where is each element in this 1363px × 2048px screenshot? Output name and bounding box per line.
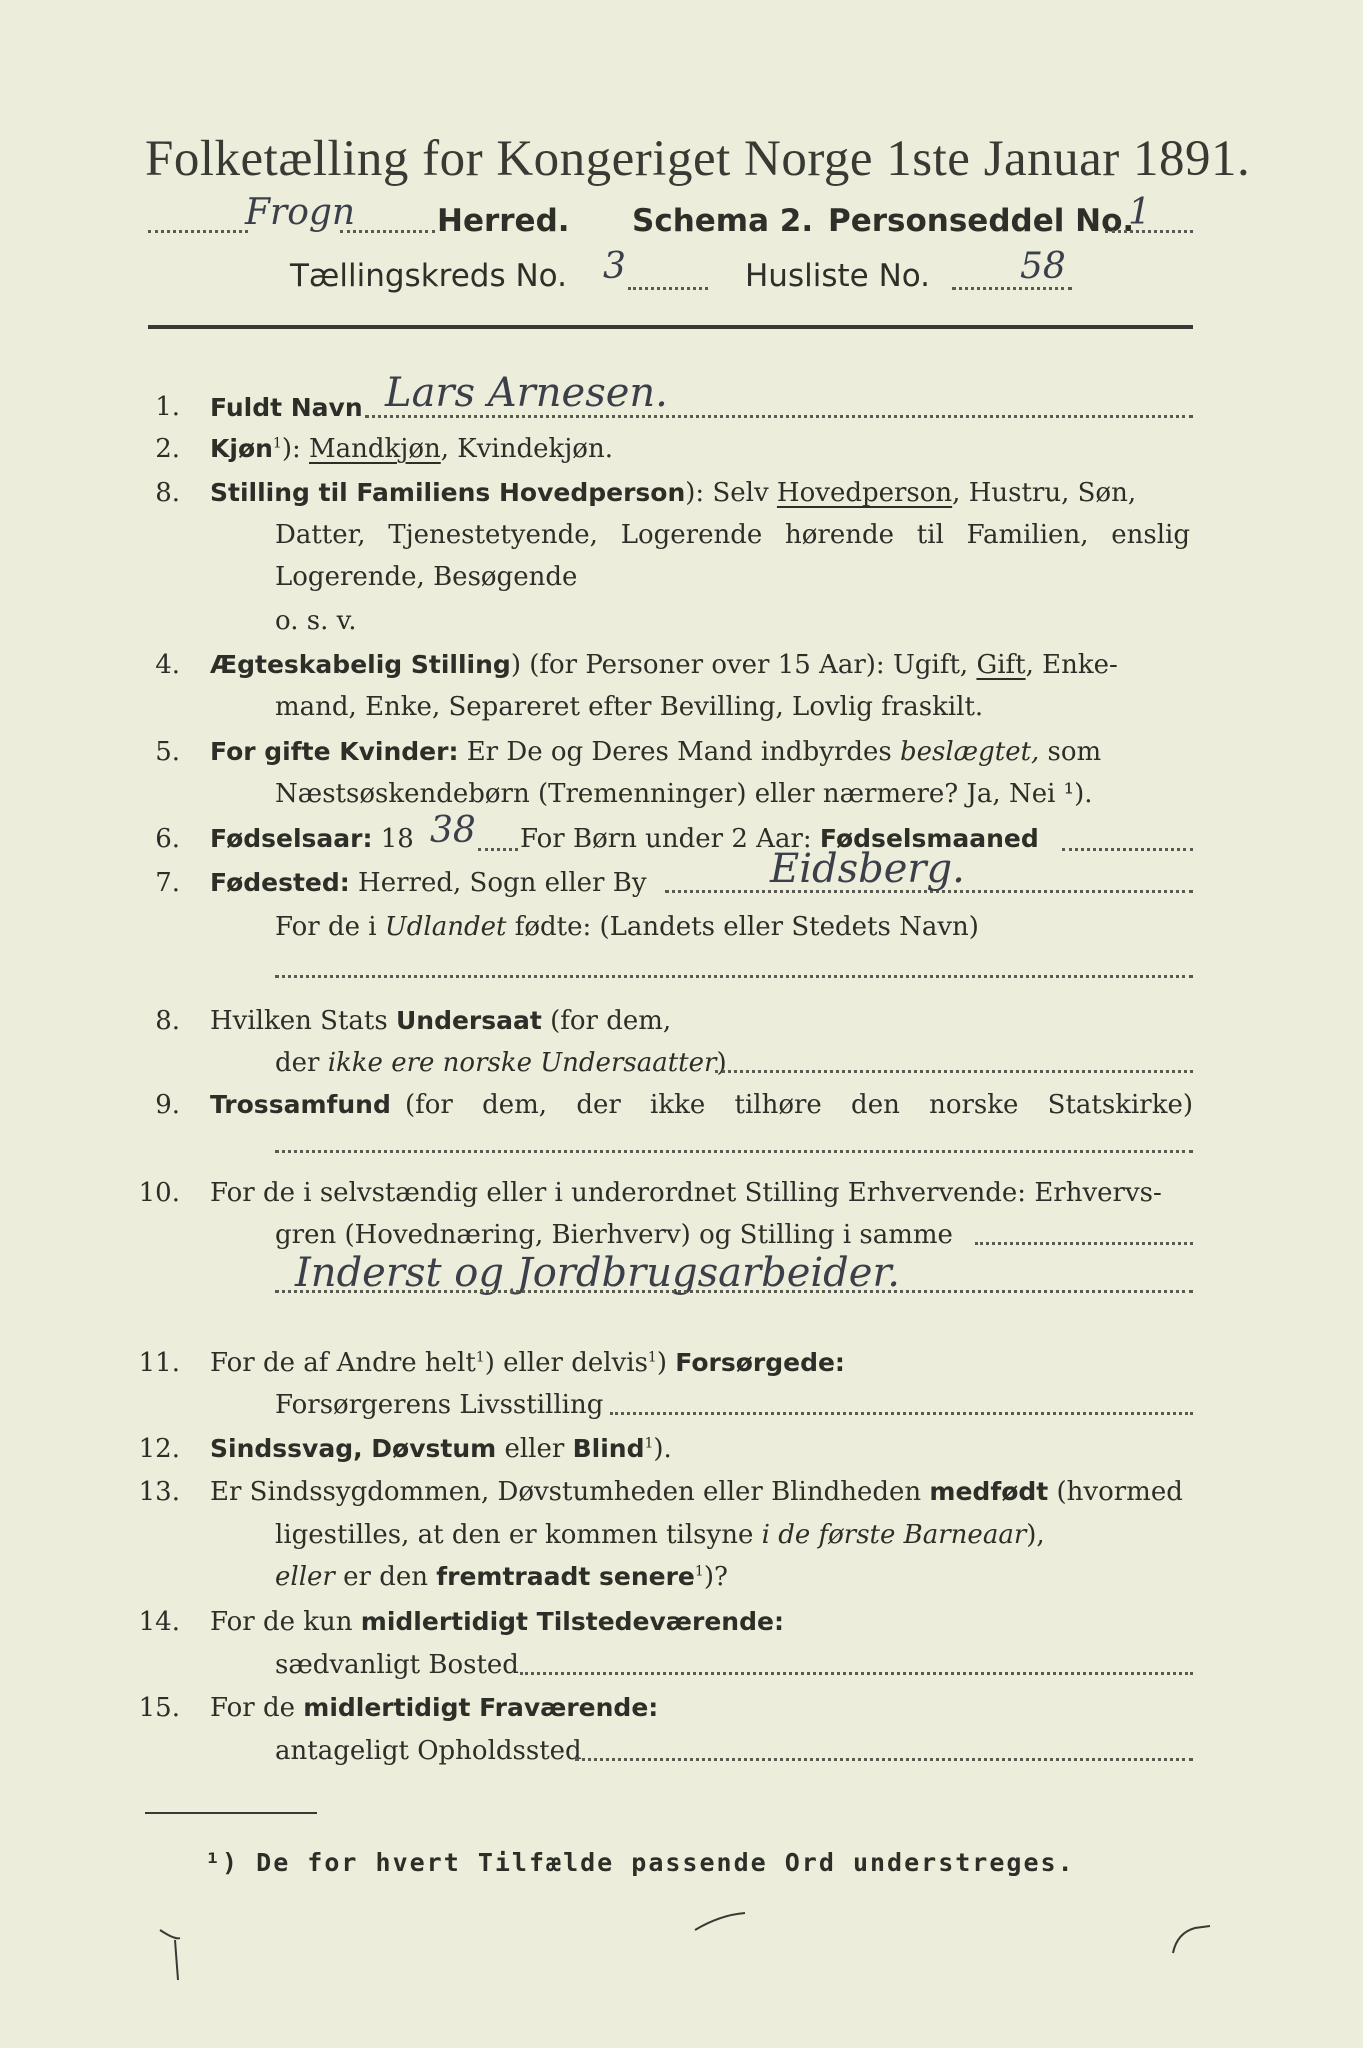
q10-line1: [210, 1178, 1162, 1208]
personseddel-value: 1: [1128, 192, 1151, 233]
q4-number: 4.: [155, 650, 180, 680]
q15-dotline: [575, 1758, 1193, 1761]
q3-label: Stilling til Familiens Hovedperson: [210, 478, 686, 507]
kreds-value: 3: [603, 246, 626, 287]
footnote: ¹) De for hvert Tilfælde passende Ord understreges.: [205, 1848, 1075, 1877]
q5-line1-b: som: [1039, 737, 1102, 767]
q1-number: 1.: [155, 392, 180, 422]
q5-line1: [210, 737, 1101, 767]
q9-label: Trossamfund: [210, 1090, 391, 1119]
q2-sup: 1: [272, 435, 282, 452]
q10-line2: gren (Hovednæring, Bierhverv) og Stilling i samme: [275, 1220, 953, 1250]
q13-line2-italic: i de første Barneaar: [761, 1520, 1027, 1550]
q12-line1: Sindssvag, Døvstum eller Blind$^1$).: [210, 1434, 672, 1464]
q9-dotline: [275, 1150, 1193, 1153]
q11-line1-d: Forsørgede:: [675, 1348, 845, 1377]
q4-line2: mand, Enke, Separeret efter Bevilling, Lovlig fraskilt.: [275, 692, 984, 722]
husliste-value: 58: [1020, 246, 1066, 287]
q7-line1: [210, 868, 647, 898]
q6-dotline: [478, 848, 518, 851]
q10-line1-b: selvstændig eller i underordnet Stilling Erhvervende:: [319, 1178, 1027, 1208]
q10-dotline-2: [275, 1290, 1193, 1293]
husliste-label: Husliste No.: [745, 258, 931, 294]
kreds-label: Tællingskreds No.: [290, 258, 567, 294]
q4-line1-a: ) (for Personer over 15 Aar): Ugift,: [510, 650, 977, 680]
q7-line2-a: For de i: [275, 912, 385, 942]
q5-line1-a: Er De og Deres Mand indbyrdes: [458, 737, 900, 767]
q5-line1-italic: beslægtet,: [899, 737, 1040, 767]
herred-dotline-2: [340, 230, 435, 233]
q8-line2-italic: ikke ere norske Undersaatter: [327, 1048, 717, 1078]
q5-line2: Næstsøskendebørn (Tremenninger) eller nærmere? Ja, Nei ¹).: [275, 779, 1093, 809]
q11-line1-b: ) eller delvis: [484, 1348, 648, 1378]
q2-option-mandkjon: Mandkjøn: [309, 434, 441, 464]
q13-line1: [210, 1477, 1183, 1507]
q6-rest-a: For Børn under 2 Aar:: [520, 824, 820, 854]
q11-line1-c: ): [656, 1348, 676, 1378]
personseddel-label: Personseddel No.: [828, 203, 1135, 239]
herred-label: Herred.: [437, 203, 570, 239]
q2-line: [210, 434, 613, 464]
q6-line: [210, 824, 414, 854]
q2-label: Kjøn: [210, 434, 273, 463]
form-title: Folketælling for Kongeriget Norge 1ste Januar 1891.: [145, 131, 1251, 187]
q7-label: Fødested:: [210, 868, 350, 897]
husliste-dotline: [952, 287, 1072, 290]
q11-line2: Forsørgerens Livsstilling: [275, 1390, 604, 1420]
kreds-dotline: [628, 287, 708, 290]
q14-line1: [210, 1607, 784, 1637]
q4-line1: [210, 650, 1118, 680]
q4-label: Ægteskabelig Stilling: [210, 650, 511, 679]
q1-name-value: Lars Arnesen.: [385, 370, 668, 416]
q8-label-c: (for dem,: [541, 1006, 672, 1036]
q5-number: 5.: [155, 737, 180, 767]
q2-rest1: ):: [281, 434, 310, 464]
q2-number: 2.: [155, 434, 180, 464]
q8-line2: [275, 1048, 727, 1078]
q6-label: Fødselsaar:: [210, 824, 373, 853]
q13-line3-c: )?: [703, 1562, 728, 1592]
q7-line2-italic: Udlandet: [384, 912, 507, 942]
q12-line1-b: eller: [496, 1434, 573, 1464]
q13-line1-c: (hvormed: [1048, 1477, 1183, 1507]
q13-line1-a: Er Sindssygdommen, Døvstumheden eller Blindheden: [210, 1477, 930, 1507]
q15-line1: [210, 1693, 658, 1723]
q13-line3-italic: eller: [275, 1562, 335, 1592]
q10-line1-c: Erhvervs-: [1026, 1178, 1162, 1208]
q8-label-b: Undersaat: [395, 1006, 542, 1035]
q6-prefix: 18: [372, 824, 414, 854]
header-rule: [148, 325, 1193, 329]
q3-line1-b: , Hustru, Søn,: [952, 478, 1137, 508]
q14-line2: sædvanligt Bosted: [275, 1650, 519, 1680]
herred-dotline: [148, 230, 248, 233]
q13-line1-b: medfødt: [929, 1477, 1049, 1506]
q14-line1-a: For de kun: [210, 1607, 361, 1637]
q9-rest: (for dem, der ikke tilhøre den norske Statskirke): [405, 1090, 1193, 1120]
q7-line2: [275, 912, 979, 942]
q13-line2-b: ),: [1026, 1520, 1045, 1550]
q8-line2-a: der: [275, 1048, 328, 1078]
q8-label-a: Hvilken Stats: [210, 1006, 396, 1036]
q2-rest2: , Kvindekjøn.: [440, 434, 613, 464]
pen-mark-left: [150, 1920, 210, 1990]
q10-dotline: [975, 1242, 1193, 1245]
q8-line1: [210, 1006, 671, 1036]
q1-label: Fuldt Navn: [210, 393, 363, 422]
q12-line1-c: Blind: [572, 1434, 645, 1463]
q13-line3-b: fremtraadt senere: [436, 1562, 695, 1591]
q6-rest-b: Fødselsmaaned: [819, 824, 1039, 853]
q14-number: 14.: [138, 1607, 180, 1637]
q13-line2: [275, 1520, 1045, 1550]
q15-line1-b: midlertidigt Fraværende:: [303, 1693, 659, 1722]
q3-number: 8.: [155, 478, 180, 508]
footnote-rule: [145, 1812, 317, 1814]
q11-number: 11.: [138, 1348, 180, 1378]
q7-line2-b: fødte: (Landets eller Stedets Navn): [506, 912, 979, 942]
q13-line3: eller er den fremtraadt senere$^1$)?: [275, 1562, 728, 1592]
q12-line1-a: Sindssvag, Døvstum: [210, 1434, 497, 1463]
q8-number: 8.: [155, 1006, 180, 1036]
q12-line1-d: ).: [653, 1434, 672, 1464]
pen-mark-center: [690, 1905, 750, 1935]
q14-dotline: [520, 1672, 1193, 1675]
q15-line1-a: For de: [210, 1693, 304, 1723]
q15-number: 15.: [138, 1693, 180, 1723]
q12-number: 12.: [138, 1434, 180, 1464]
q3-line4: o. s. v.: [275, 606, 357, 636]
pen-mark-right: [1165, 1918, 1225, 1958]
q14-line1-b: midlertidigt Tilstedeværende:: [360, 1607, 784, 1636]
q6-number: 6.: [155, 824, 180, 854]
q7-dotline-2: [275, 975, 1193, 978]
q6-year-value: 38: [430, 810, 476, 851]
q15-line2: antageligt Opholdssted: [275, 1736, 582, 1766]
q13-line3-a: er den: [334, 1562, 437, 1592]
q3-line1-a: ): Selv: [685, 478, 777, 508]
herred-value: Frogn: [245, 192, 356, 233]
q3-option-hovedperson: Hovedperson: [776, 478, 953, 508]
q10-occupation-value: Inderst og Jordbrugsarbeider.: [295, 1250, 900, 1296]
q11-dotline: [610, 1412, 1193, 1415]
q13-line2-a: ligestilles, at den er kommen tilsyne: [275, 1520, 762, 1550]
q7-number: 7.: [155, 868, 180, 898]
q4-option-gift: Gift: [976, 650, 1026, 680]
q8-line2-b: ): [716, 1048, 727, 1078]
q7-birthplace-value: Eidsberg.: [770, 846, 965, 892]
q9-number: 9.: [155, 1090, 180, 1120]
q13-number: 13.: [138, 1477, 180, 1507]
q11-line1: For de af Andre helt$^1$) eller delvis$^1$) Forsørgede:: [210, 1348, 845, 1378]
q4-line1-b: , Enke-: [1025, 650, 1118, 680]
q10-line1-a: For de i: [210, 1178, 320, 1208]
q3-line3: Logerende, Besøgende: [275, 562, 578, 592]
q3-line2: Datter, Tjenestetyende, Logerende hørende til Familien, enslig: [275, 520, 1190, 550]
q11-line1-a: For de af Andre helt: [210, 1348, 476, 1378]
q10-number: 10.: [138, 1178, 180, 1208]
q5-label: For gifte Kvinder:: [210, 737, 459, 766]
schema-label: Schema 2.: [632, 203, 814, 239]
q8-dotline: [715, 1070, 1193, 1073]
q6-dotline-2: [1062, 848, 1193, 851]
q3-line1: [210, 478, 1136, 508]
q7-rest: Herred, Sogn eller By: [349, 868, 647, 898]
